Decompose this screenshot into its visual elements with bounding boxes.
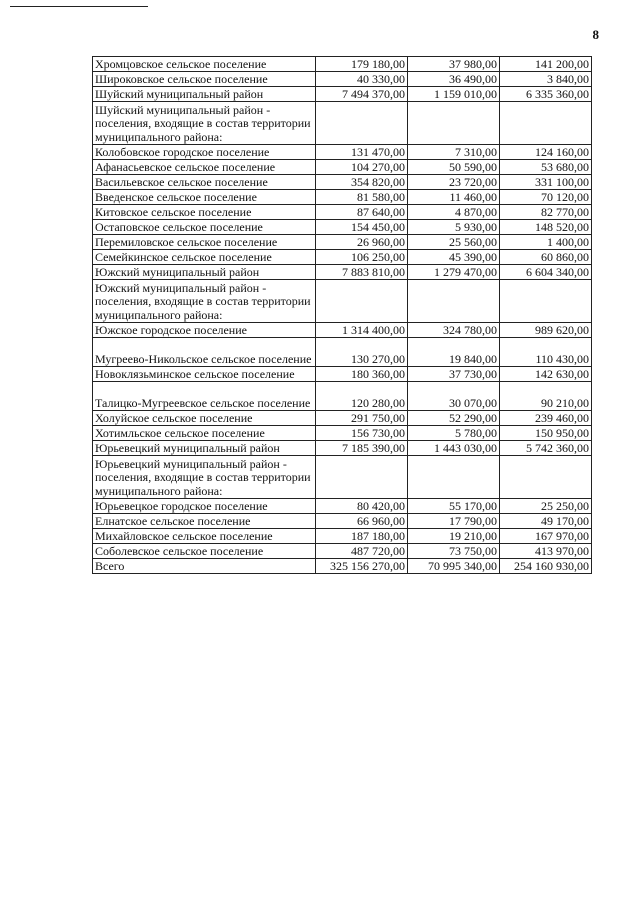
row-name-cell: Холуйское сельское поселение xyxy=(93,411,316,426)
row-name-cell: Семейкинское сельское поселение xyxy=(93,250,316,265)
value-cell-3: 60 860,00 xyxy=(500,250,592,265)
table-row xyxy=(93,265,592,280)
budget-table-body xyxy=(93,57,592,574)
value-cell-1: 40 330,00 xyxy=(316,72,408,87)
value-cell-1: 291 750,00 xyxy=(316,411,408,426)
value-cell-3: 70 120,00 xyxy=(500,190,592,205)
value-cell-3: 1 400,00 xyxy=(500,235,592,250)
table-row xyxy=(93,87,592,102)
value-cell-3: 25 250,00 xyxy=(500,499,592,514)
table-row xyxy=(93,411,592,426)
table-row xyxy=(93,456,592,499)
value-cell-2: 324 780,00 xyxy=(408,323,500,338)
row-name-cell: Мугреево-Никольское сельское поселение xyxy=(93,338,316,367)
row-name-cell: Хромцовское сельское поселение xyxy=(93,57,316,72)
value-cell-2 xyxy=(408,456,500,499)
row-name-cell: Талицко-Мугреевское сельское поселение xyxy=(93,382,316,411)
row-name-cell: Юрьевецкое городское поселение xyxy=(93,499,316,514)
value-cell-1: 26 960,00 xyxy=(316,235,408,250)
value-cell-2: 1 279 470,00 xyxy=(408,265,500,280)
table-row xyxy=(93,190,592,205)
value-cell-1: 325 156 270,00 xyxy=(316,559,408,574)
table-row xyxy=(93,499,592,514)
value-cell-1: 7 883 810,00 xyxy=(316,265,408,280)
table-row xyxy=(93,441,592,456)
row-name-cell: Афанасьевское сельское поселение xyxy=(93,160,316,175)
value-cell-2: 36 490,00 xyxy=(408,72,500,87)
value-cell-1: 131 470,00 xyxy=(316,145,408,160)
row-name-cell: Южский муниципальный район xyxy=(93,265,316,280)
row-name-cell: Васильевское сельское поселение xyxy=(93,175,316,190)
table-row xyxy=(93,514,592,529)
value-cell-3: 167 970,00 xyxy=(500,529,592,544)
row-name-cell: Шуйский муниципальный район xyxy=(93,87,316,102)
value-cell-1: 106 250,00 xyxy=(316,250,408,265)
value-cell-3: 239 460,00 xyxy=(500,411,592,426)
value-cell-3 xyxy=(500,280,592,323)
value-cell-3: 90 210,00 xyxy=(500,382,592,411)
page-number: 8 xyxy=(592,27,599,42)
value-cell-2: 7 310,00 xyxy=(408,145,500,160)
value-cell-1: 154 450,00 xyxy=(316,220,408,235)
value-cell-3: 53 680,00 xyxy=(500,160,592,175)
value-cell-3: 141 200,00 xyxy=(500,57,592,72)
value-cell-3: 150 950,00 xyxy=(500,426,592,441)
value-cell-2: 1 159 010,00 xyxy=(408,87,500,102)
value-cell-1: 487 720,00 xyxy=(316,544,408,559)
value-cell-2: 55 170,00 xyxy=(408,499,500,514)
row-name-cell: Юрьевецкий муниципальный район xyxy=(93,441,316,456)
value-cell-2: 19 210,00 xyxy=(408,529,500,544)
row-name-cell: Хотимльское сельское поселение xyxy=(93,426,316,441)
value-cell-3 xyxy=(500,102,592,145)
row-name-cell: Юрьевецкий муниципальный район - поселения, входящие в состав территории муниципального района: xyxy=(93,456,316,499)
value-cell-3: 3 840,00 xyxy=(500,72,592,87)
value-cell-2 xyxy=(408,280,500,323)
row-name-cell: Южский муниципальный район - поселения, входящие в состав территории муниципального района: xyxy=(93,280,316,323)
value-cell-3: 110 430,00 xyxy=(500,338,592,367)
table-row xyxy=(93,72,592,87)
table-row xyxy=(93,338,592,367)
value-cell-3: 124 160,00 xyxy=(500,145,592,160)
value-cell-1: 1 314 400,00 xyxy=(316,323,408,338)
value-cell-2: 25 560,00 xyxy=(408,235,500,250)
table-row xyxy=(93,160,592,175)
value-cell-2 xyxy=(408,102,500,145)
value-cell-3: 142 630,00 xyxy=(500,367,592,382)
row-name-cell: Новоклязьминское сельское поселение xyxy=(93,367,316,382)
value-cell-3: 254 160 930,00 xyxy=(500,559,592,574)
budget-table xyxy=(92,56,592,574)
value-cell-2: 5 930,00 xyxy=(408,220,500,235)
table-row xyxy=(93,145,592,160)
table-row xyxy=(93,250,592,265)
row-name-cell: Широковское сельское поселение xyxy=(93,72,316,87)
table-row xyxy=(93,57,592,72)
value-cell-1: 7 185 390,00 xyxy=(316,441,408,456)
value-cell-2: 4 870,00 xyxy=(408,205,500,220)
value-cell-3: 331 100,00 xyxy=(500,175,592,190)
table-row xyxy=(93,205,592,220)
row-name-cell: Соболевское сельское поселение xyxy=(93,544,316,559)
value-cell-2: 11 460,00 xyxy=(408,190,500,205)
row-name-cell: Китовское сельское поселение xyxy=(93,205,316,220)
value-cell-3: 5 742 360,00 xyxy=(500,441,592,456)
value-cell-1: 66 960,00 xyxy=(316,514,408,529)
value-cell-1: 81 580,00 xyxy=(316,190,408,205)
row-name-cell: Шуйский муниципальный район - поселения, входящие в состав территории муниципального района: xyxy=(93,102,316,145)
table-row xyxy=(93,544,592,559)
value-cell-2: 5 780,00 xyxy=(408,426,500,441)
row-name-cell: Перемиловское сельское поселение xyxy=(93,235,316,250)
value-cell-2: 50 590,00 xyxy=(408,160,500,175)
value-cell-1: 7 494 370,00 xyxy=(316,87,408,102)
value-cell-2: 37 980,00 xyxy=(408,57,500,72)
table-row xyxy=(93,426,592,441)
value-cell-2: 23 720,00 xyxy=(408,175,500,190)
row-name-cell: Михайловское сельское поселение xyxy=(93,529,316,544)
value-cell-1: 120 280,00 xyxy=(316,382,408,411)
value-cell-2: 37 730,00 xyxy=(408,367,500,382)
value-cell-3: 148 520,00 xyxy=(500,220,592,235)
value-cell-2: 52 290,00 xyxy=(408,411,500,426)
value-cell-1: 180 360,00 xyxy=(316,367,408,382)
value-cell-2: 19 840,00 xyxy=(408,338,500,367)
table-row xyxy=(93,175,592,190)
table-row xyxy=(93,559,592,574)
table-row xyxy=(93,235,592,250)
value-cell-1 xyxy=(316,280,408,323)
value-cell-3: 989 620,00 xyxy=(500,323,592,338)
value-cell-2: 70 995 340,00 xyxy=(408,559,500,574)
value-cell-1: 130 270,00 xyxy=(316,338,408,367)
table-row xyxy=(93,102,592,145)
row-name-cell: Всего xyxy=(93,559,316,574)
table-row xyxy=(93,367,592,382)
value-cell-3: 6 335 360,00 xyxy=(500,87,592,102)
value-cell-3: 82 770,00 xyxy=(500,205,592,220)
value-cell-1: 80 420,00 xyxy=(316,499,408,514)
row-name-cell: Остаповское сельское поселение xyxy=(93,220,316,235)
row-name-cell: Южское городское поселение xyxy=(93,323,316,338)
value-cell-1 xyxy=(316,456,408,499)
table-row xyxy=(93,220,592,235)
value-cell-1: 87 640,00 xyxy=(316,205,408,220)
row-name-cell: Елнатское сельское поселение xyxy=(93,514,316,529)
value-cell-1: 156 730,00 xyxy=(316,426,408,441)
value-cell-3: 6 604 340,00 xyxy=(500,265,592,280)
value-cell-1: 187 180,00 xyxy=(316,529,408,544)
value-cell-2: 1 443 030,00 xyxy=(408,441,500,456)
table-row xyxy=(93,529,592,544)
header-rule xyxy=(10,6,148,7)
table-row xyxy=(93,382,592,411)
value-cell-3 xyxy=(500,456,592,499)
value-cell-1: 179 180,00 xyxy=(316,57,408,72)
value-cell-1: 354 820,00 xyxy=(316,175,408,190)
value-cell-2: 30 070,00 xyxy=(408,382,500,411)
table-row xyxy=(93,323,592,338)
value-cell-2: 45 390,00 xyxy=(408,250,500,265)
value-cell-1 xyxy=(316,102,408,145)
row-name-cell: Колобовское городское поселение xyxy=(93,145,316,160)
value-cell-3: 413 970,00 xyxy=(500,544,592,559)
value-cell-1: 104 270,00 xyxy=(316,160,408,175)
value-cell-2: 73 750,00 xyxy=(408,544,500,559)
value-cell-3: 49 170,00 xyxy=(500,514,592,529)
value-cell-2: 17 790,00 xyxy=(408,514,500,529)
row-name-cell: Введенское сельское поселение xyxy=(93,190,316,205)
table-row xyxy=(93,280,592,323)
